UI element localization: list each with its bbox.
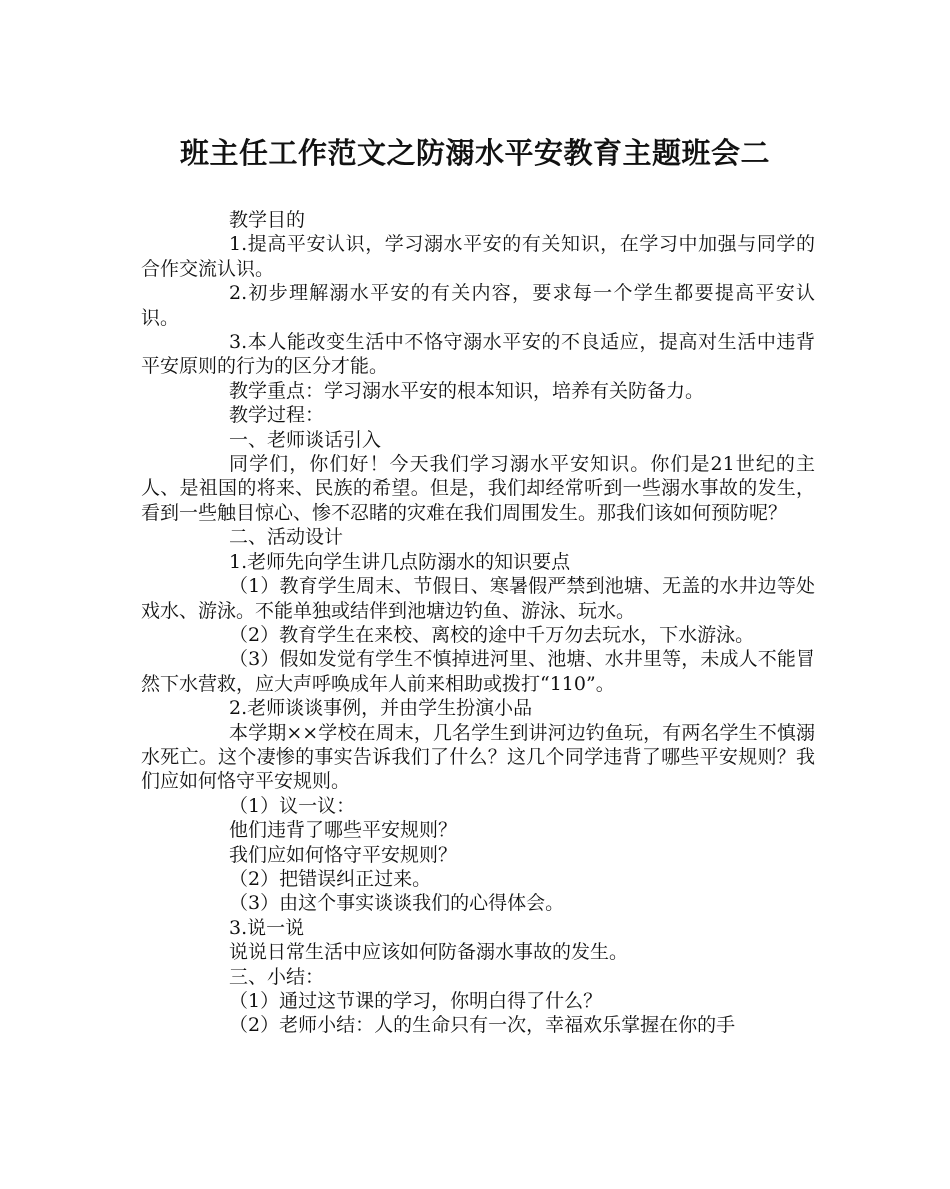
discuss-item: （1）议一议： [229,794,356,817]
intro-paragraph: 同学们，你们好！今天我们学习溺水平安知识。你们是21世纪的主人、是祖国的将来、民族的希望。但是，我们却经常听到一些溺水事故的发生，看到一些触目惊心、惨不忍睹的灾难在我们周围发生。那我们该如何预防呢？ [141,453,815,524]
goal-2: 2.初步理解溺水平安的有关内容，要求每一个学生都要提高平安认识。 [141,282,815,329]
document-title: 班主任工作范文之防溺水平安教育主题班会二 [179,136,770,170]
goal-3: 3.本人能改变生活中不恪守溺水平安的不良适应，提高对生活中违背平安原则的行为的区分才能。 [141,331,815,378]
activity-1-item-2: （2）教育学生在来校、离校的途中千万勿去玩水，下水游泳。 [229,623,755,646]
section-2-heading: 二、活动设计 [229,526,344,549]
heading-teaching-process: 教学过程： [229,404,325,427]
summary-item-1: （1）通过这节课的学习，你明白得了什么？ [229,990,603,1012]
correct-item: （2）把错误纠正过来。 [229,867,432,890]
teaching-focus: 教学重点：学习溺水平安的根本知识，培养有关防备力。 [229,379,705,402]
activity-1-item-3: （3）假如发觉有学生不慎掉进河里、池塘、水井里等，未成人不能冒然下水营救，应大声呼唤成年人前来相助或拨打“110”。 [141,648,815,695]
section-3-heading: 三、小结： [229,965,325,988]
document-body [141,208,815,1038]
activity-1-heading: 1.老师先向学生讲几点防溺水的知识要点 [229,550,571,573]
summary-item-2: （2）老师小结：人的生命只有一次，幸福欢乐掌握在你的手 [229,1014,736,1037]
goal-1: 1.提高平安认识，学习溺水平安的有关知识，在学习中加强与同学的合作交流认识。 [141,233,815,280]
question-1: 他们违背了哪些平安规则？ [229,819,458,842]
question-2: 我们应如何恪守平安规则？ [229,843,458,866]
case-paragraph: 本学期××学校在周末，几名学生到讲河边钓鱼玩，有两名学生不慎溺水死亡。这个凄惨的事实告诉我们了什么？这几个同学违背了哪些平安规则？我们应如何恪守平安规则。 [141,721,815,793]
activity-3-heading: 3.说一说 [229,916,305,939]
section-1-heading: 一、老师谈话引入 [229,428,382,451]
heading-teaching-goal: 教学目的 [229,209,306,231]
activity-2-heading: 2.老师谈谈事例，并由学生扮演小品 [229,697,533,720]
activity-3-text: 说说日常生活中应该如何防备溺水事故的发生。 [229,941,629,964]
activity-1-item-1: （1）教育学生周末、节假日、寒暑假严禁到池塘、无盖的水井边等处戏水、游泳。不能单独或结伴到池塘边钓鱼、游泳、玩水。 [141,575,815,622]
reflect-item: （3）由这个事实谈谈我们的心得体会。 [229,892,565,915]
